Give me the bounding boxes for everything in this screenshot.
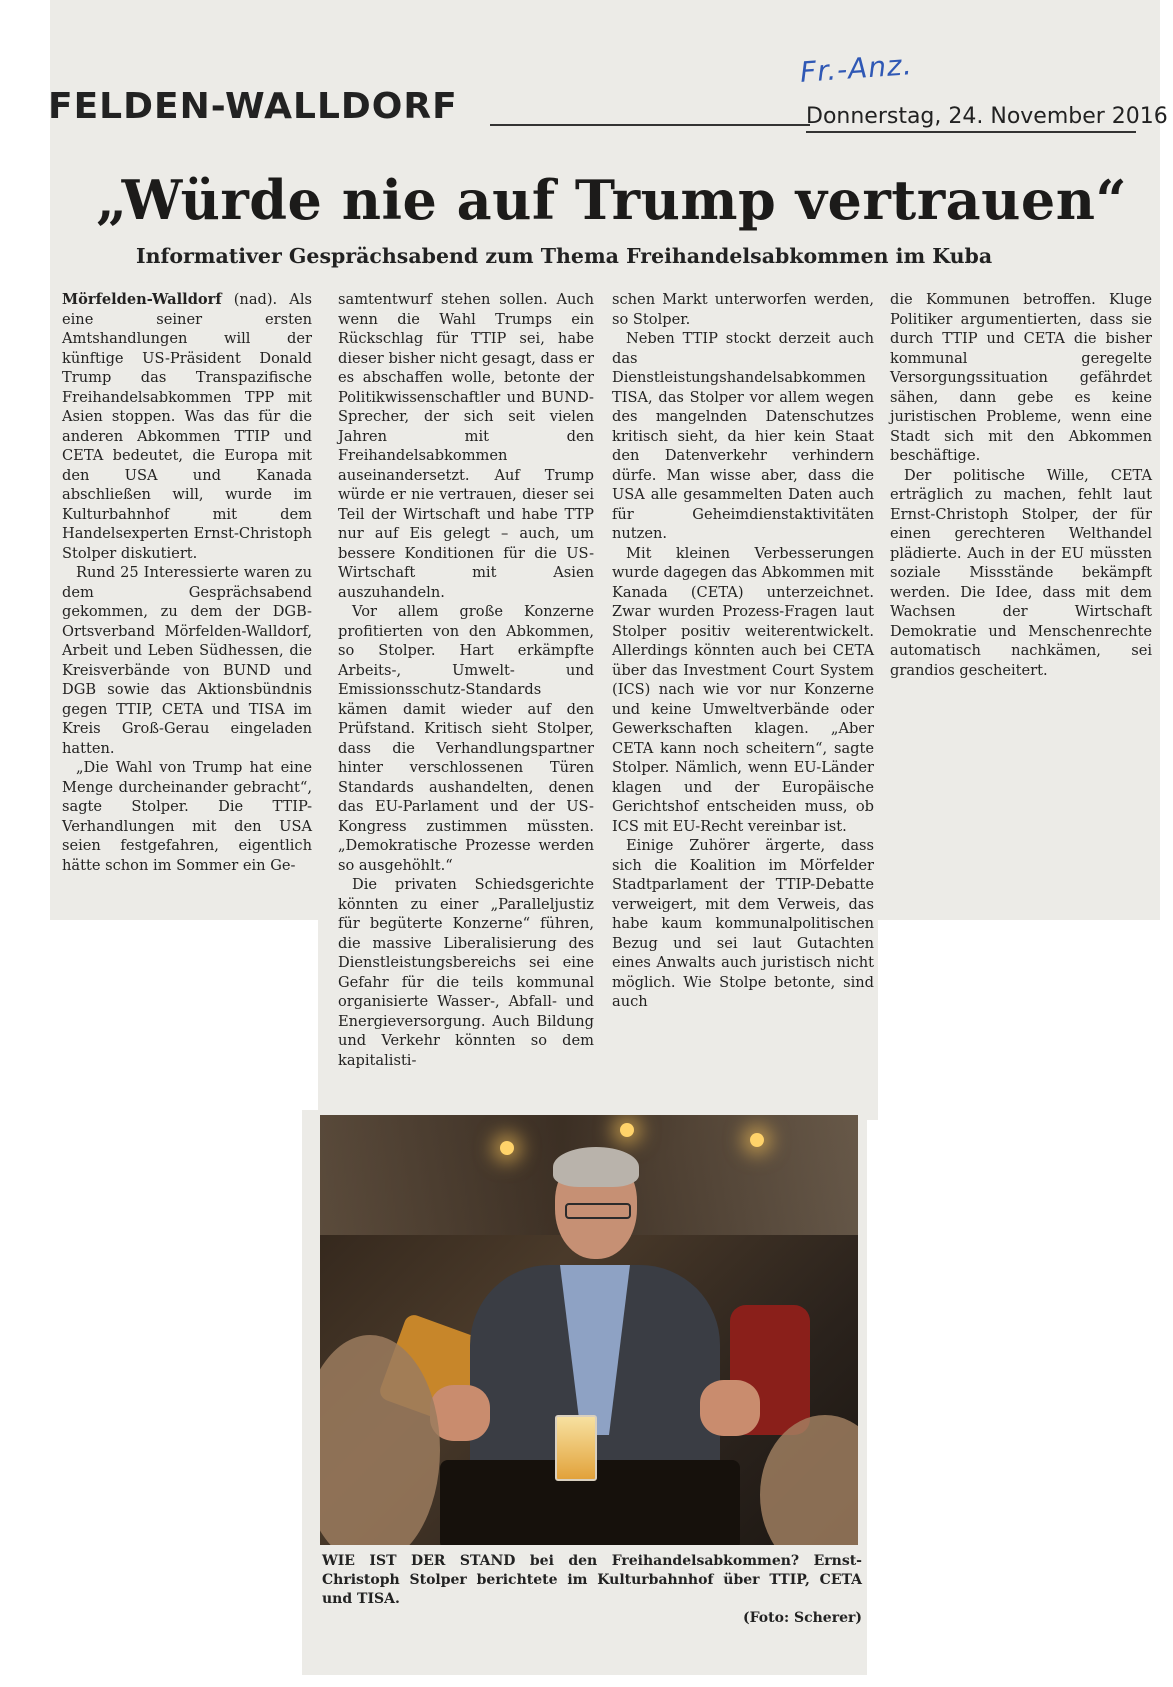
photo-caption: WIE IST DER STAND bei den Freihandelsabkommen? Ernst-Christoph Stolper berichtete im Kulturbahnhof über TTIP, CETA und TISA. [322,1553,862,1607]
drink-glass [555,1415,597,1481]
subheadline: Informativer Gesprächsabend zum Thema Freihandelsabkommen im Kuba [136,244,993,268]
article-column-3 [612,290,874,1012]
light-bulb [500,1141,514,1155]
article-column-2 [338,290,594,1070]
article-column-4 [890,290,1152,680]
photo-credit: (Foto: Scherer) [743,1610,862,1626]
glasses [565,1203,631,1219]
paragraph: Mörfelden-Walldorf (nad). Als eine seiner ersten Amtshandlungen will der künftige US-Präsident Donald Trump das Transpazifische Freihandelsabkommen TPP mit Asien stoppen. Was das für die anderen Abkommen TTIP und CETA bedeutet, die Europa mit den USA und Kanada abschließen will, wurde im Kulturbahnhof mit dem Handelsexperten Ernst-Christoph Stolper diskutiert. [62,291,312,562]
paragraph: samtentwurf stehen sollen. Auch wenn die Wahl Trumps ein Rückschlag für TTIP sei, habe dieser bisher nicht gesagt, dass er es abschaffen wolle, betonte der Politikwissenschaftler und BUND-Sprecher, der sich seit vielen Jahren mit den Freihandelsabkommen auseinandersetzt. Auf Trump würde er nie vertrauen, dieser sei Teil der Wirtschaft und habe TTP nur auf Eis gelegt – auch, um bessere Konditionen für die US-Wirtschaft mit Asien auszuhandeln. [338,291,594,601]
paragraph: Rund 25 Interessierte waren zu dem Gesprächsabend gekommen, zu dem der DGB-Ortsverband Mörfelden-Walldorf, Arbeit und Leben Südhessen, die Kreisverbände von BUND und DGB sowie das Aktionsbündnis gegen TTIP, CETA und TISA im Kreis Groß-Gerau eingeladen hatten. [62,564,312,757]
light-bulb [750,1133,764,1147]
paragraph: die Kommunen betroffen. Kluge Politiker argumentierten, dass sie durch TTIP und CETA die bisher kommunal geregelte Versorgungssituation gefährdet sähen, dann gebe es keine juristischen Probleme, wenn eine Stadt sich mit den Abkommen beschäftige. [890,291,1152,464]
paragraph: schen Markt unterworfen werden, so Stolper. [612,291,874,328]
article-column-1 [62,290,312,875]
date-rule [806,131,1136,133]
paragraph: Die privaten Schiedsgerichte könnten zu einer „Paralleljustiz für begüterte Konzerne“ führen, die massive Liberalisierung des Dienstleistungsbereichs sei eine Gefahr für die teils kommunal organisierte Wasser-, Abfall- und Energieversorgung. Auch Bildung und Verkehr könnten so dem kapitalisti- [338,876,594,1069]
paragraph: Einige Zuhörer ärgerte, dass sich die Koalition im Mörfelder Stadtparlament der TTIP-Debatte verweigert, mit dem Verweis, das habe kaum kommunalpolitischen Bezug und sei laut Gutachten eines Anwalts auch juristisch nicht möglich. Wie Stolpe betonte, sind auch [612,837,874,1010]
headline: „Würde nie auf Trump vertrauen“ [96,168,1128,232]
paragraph: Mit kleinen Verbesserungen wurde dagegen das Abkommen mit Kanada (CETA) unterzeichnet. Zwar wurden Prozess-Fragen laut Stolper positiv weiterentwickelt. Allerdings könnten auch bei CETA über das Investment Court System (ICS) nach wie vor nur Konzerne und keine Umweltverbände oder Gewerkschaften klagen. „Aber CETA kann noch scheitern“, sagte Stolper. Nämlich, wenn EU-Länder klagen und der Europäische Gerichtshof entscheiden muss, ob ICS mit EU-Recht vereinbar ist. [612,544,874,835]
paragraph: Vor allem große Konzerne profitierten von den Abkommen, so Stolper. Hart erkämpfte Arbeits-, Umwelt- und Emissionsschutz-Standards kämen damit wieder auf den Prüfstand. Kritisch sieht Stolper, dass die Verhandlungspartner hinter verschlossenen Türen Standards aushandelten, denen das EU-Parlament und der US-Kongress zustimmen müssten. „Demokratische Prozesse werden so ausgehöhlt.“ [338,603,594,874]
section-title: FELDEN-WALLDORF [48,86,458,127]
light-bulb [620,1123,634,1137]
paragraph: „Die Wahl von Trump hat eine Menge durcheinander gebracht“, sagte Stolper. Die TTIP-Verhandlungen mit den USA seien festgefahren, eigentlich hätte schon im Sommer ein Ge- [62,759,312,874]
speaker-hand [700,1380,760,1436]
paragraph: Der politische Wille, CETA erträglich zu machen, fehlt laut Ernst-Christoph Stolper, der für einen gerechteren Welthandel plädierte. Auch in der EU müssten soziale Missstände bekämpft werden. Die Idee, dass mit dem Wachsen der Wirtschaft Demokratie und Menschenrechte automatisch nachkämen, sei grandios gescheitert. [890,466,1152,679]
paragraph: Neben TTIP stockt derzeit auch das Dienstleistungshandelsabkommen TISA, das Stolper vor allem wegen des mangelnden Datenschutzes kritisch sieht, da hier kein Staat den Datenverkehr verhindern dürfe. Man wisse aber, dass die USA alle gesammelten Daten auch für Geheimdienstaktivitäten nutzen. [612,330,874,542]
issue-date: Donnerstag, 24. November 2016 [806,104,1168,129]
handwritten-note: Fr.-Anz. [798,48,914,89]
speaker-photo [320,1115,858,1545]
speaker-hair [553,1147,639,1187]
dateline: Mörfelden-Walldorf [62,291,222,308]
header-rule [490,124,810,126]
